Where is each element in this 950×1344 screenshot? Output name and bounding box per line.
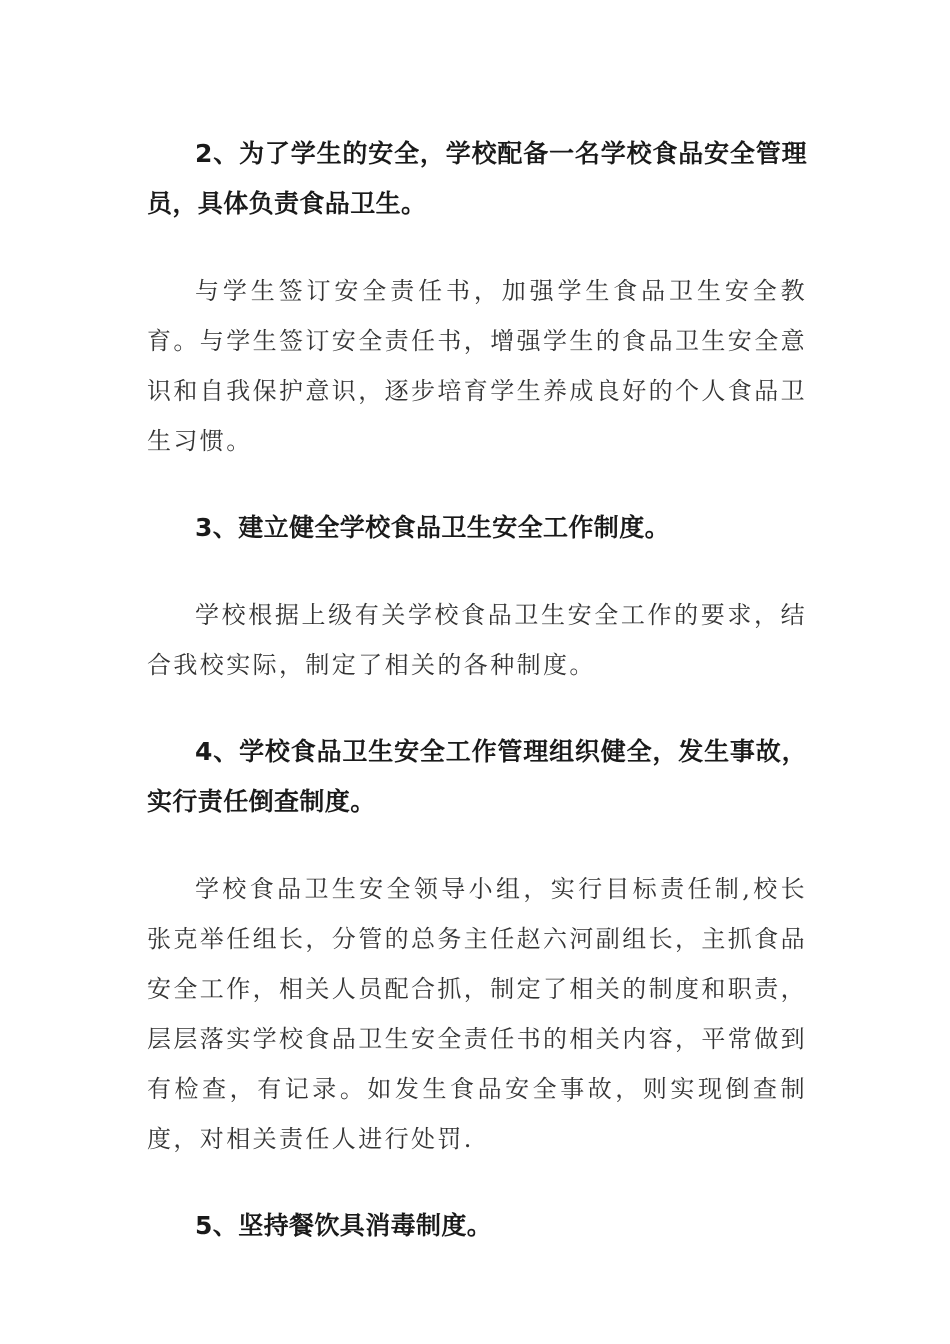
spacer bbox=[147, 466, 807, 503]
section-5-heading: 5、坚持餐饮具消毒制度。 bbox=[195, 1211, 493, 1240]
section-4-heading: 4、学校食品卫生安全工作管理组织健全，发生事故，实行责任倒查制度。 bbox=[147, 737, 807, 816]
document-page bbox=[147, 129, 807, 1251]
section-2-body: 与学生签订安全责任书，加强学生食品卫生安全教育。与学生签订安全责任书，增强学生的食品卫生安全意识和自我保护意识，逐步培育学生养成良好的个人食品卫生习惯。 bbox=[147, 277, 807, 455]
spacer bbox=[147, 229, 807, 266]
spacer bbox=[147, 553, 807, 590]
section-2-heading: 2、为了学生的安全，学校配备一名学校食品安全管理员，具体负责食品卫生。 bbox=[147, 139, 807, 218]
section-3-body: 学校根据上级有关学校食品卫生安全工作的要求，结合我校实际，制定了相关的各种制度。 bbox=[147, 601, 807, 679]
spacer bbox=[147, 1164, 807, 1201]
section-3-heading: 3、建立健全学校食品卫生安全工作制度。 bbox=[195, 513, 670, 542]
section-4-body: 学校食品卫生安全领导小组，实行目标责任制,校长张克举任组长，分管的总务主任赵六河副组长，主抓食品安全工作，相关人员配合抓，制定了相关的制度和职责，层层落实学校食品卫生安全责任书的相关内容，平常做到有检查，有记录。如发生食品安全事故，则实现倒查制度，对相关责任人进行处罚. bbox=[147, 875, 807, 1153]
spacer bbox=[147, 827, 807, 864]
spacer bbox=[147, 690, 807, 727]
